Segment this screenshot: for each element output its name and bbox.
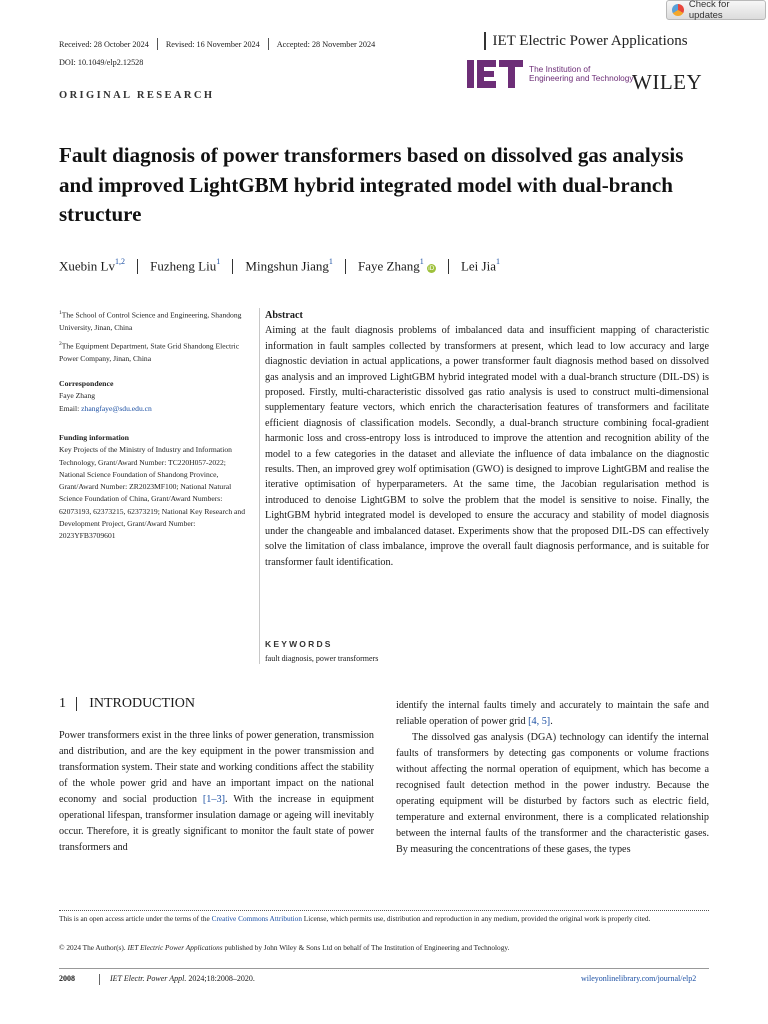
correspondence-name: Faye Zhang [59,391,96,401]
email-link[interactable]: zhangfaye@sdu.edu.cn [81,403,152,413]
abstract-text: Aiming at the fault diagnosis problems of imbalanced data and insufficient mapping of characteristic information in fault samples collected by transformers at present, which lead to low accuracy and large diagnostic deviation in actual applications, a power transformer fault diagnosis method based on dissolved gas analysis and an improved LightGBM hybrid integrated model with a dual-branch structure (DIL-DS) is proposed. Firstly, multi-characteristic dissolved gas ratio analysis is used to construct multi-dimensional supplementary feature vectors, which enrich the characterisation features of transformers and facilitate efficient diagnosis of classification models. Secondly, a dual-branch structure combining focal-gradient harmonic loss and cross-entropy loss is introduced to improve the attention and recognition ability of the model to a few categories in the dataset and alleviate the influence of data imbalance on the diagnostic results. Then, an improved grey wolf optimisation (GWO) is designed to improve LightGBM and realise the iterative optimisation of hyperparameters. At the same time, the Jacobian regularisation method is introduced to denoise LightGBM to solve the problem that the model is sensitive to noise. Finally, the LightGBM hybrid integrated model is developed to ensure the accuracy and stability of model diagnosis under the changeable and imbalanced dataset. Experiments show that the proposed DIL-DS can effectively solve the limitation of class imbalance, improve the overall fault diagnosis performance, and is suitable for transformer fault identification. [265,325,709,568]
license-note: This is an open access article under the terms of the Creative Commons Attribution License, which permits use, distribution and reproduction in any medium, provided the original work is properly cited. [59,914,651,923]
correspondence-heading: Correspondence [59,379,114,388]
citation-link[interactable]: [4, 5] [528,716,551,727]
body-column-right [396,698,709,858]
article-type: ORIGINAL RESEARCH [59,90,215,101]
keywords-text: fault diagnosis, power transformers [265,654,379,663]
column-divider [259,308,260,664]
divider [345,259,346,274]
divider [268,38,269,50]
paragraph: Power transformers exist in the three links of power generation, transmission and distribution, and are the key equipment in the power transmission and transformation system. Their state and working conditions affect the stability of the whole power grid and have an important impact on the national economy and social production [1–3]. With the increase in equipment operational lifespan, transformer insulation damage or ageing will inevitably occur. Therefore, it is greatly significant to monitor the fault state of power transformers and [59,730,374,853]
history-dates [59,38,375,50]
divider [76,697,77,711]
footnote-rule [59,910,709,911]
abstract-heading: Abstract [265,310,303,321]
license-link[interactable]: Creative Commons Attribution [211,914,302,923]
divider [448,259,449,274]
accepted-date: Accepted: 28 November 2024 [276,39,376,49]
check-for-updates-button[interactable] [666,0,766,20]
affiliation-1: $^1$The School of Control Science and Engineering, Shandong University, Jinan, China [59,310,242,332]
orcid-icon[interactable]: iD [428,265,435,273]
footer-rule [59,968,709,969]
divider [137,259,138,274]
section-title: INTRODUCTION [89,696,195,711]
doi[interactable]: DOI: 10.1049/elp2.12528 [59,58,144,67]
author[interactable]: Xuebin Lv$^{1,2}$ [59,257,125,274]
author[interactable]: Lei Jia$^1$ [460,257,500,274]
paragraph: identify the internal faults timely and accurately to maintain the safe and reliable operation of power grid [4, 5]. [396,700,709,727]
paragraph: The dissolved gas analysis (DGA) technology can identify the internal faults of transformers by detecting gas components or volume fractions without affecting the normal operation of equipment, which has become a recognised fault detection method in the power industry. Because the operating equipment will be disturbed by factors such as electric field, temperature and external environment, there is a complicated relationship between the internal faults of the transformer and the characteristic gases. By measuring the concentrations of these gases, the types [396,732,709,855]
section-heading [59,696,195,712]
received-date: Received: 28 October 2024 [59,39,149,49]
divider [99,974,100,985]
citation-link[interactable]: [1–3] [202,794,225,805]
divider [232,259,233,274]
affiliations [59,307,249,365]
check-for-updates-label: Check for updates [688,0,730,21]
divider [157,38,158,50]
funding-heading: Funding information [59,433,129,442]
citation-line: IET Electr. Power Appl. 2024;18:2008–2020. [110,974,255,983]
revised-date: Revised: 16 November 2024 [165,39,260,49]
journal-url[interactable]: wileyonlinelibrary.com/journal/elp2 [581,974,697,983]
body-column-left [59,728,374,856]
correspondence-email: Email: zhangfaye@sdu.edu.cn [59,403,152,413]
iet-logo [467,60,634,88]
iet-name-line1: The Institution of [529,63,591,74]
divider [484,32,486,50]
keywords-heading: KEYWORDS [265,639,333,649]
iet-name [529,65,634,84]
funding-text: Key Projects of the Ministry of Industry and Information Technology, Grant/Award Number: TC220H057-2022; National Science Foundation of Shandong Province, Grant/Award Number: ZR2023MF100; National Natural Science Foundation of China, Grant/Award Numbers: 62073193, 62373215, 62373219; National Key Research and Development Project, Grant/Award Number: 2023YFB3709601 [59,445,246,541]
author[interactable]: Fuzheng Liu$^1$ [150,257,221,274]
author-list [59,258,500,274]
correspondence [59,378,249,415]
iet-name-line2: Engineering and Technology [529,73,634,83]
affiliation-2: $^2$The Equipment Department, State Grid Shandong Electric Power Company, Jinan, China [59,341,240,363]
journal-title [484,32,688,50]
author[interactable]: Faye Zhang$^1$iD [358,257,435,274]
wiley-logo: WILEY [632,70,703,94]
iet-letters-icon [467,60,523,88]
page-number: 2008 [59,974,75,983]
section-number: 1 [59,696,66,711]
article-title: Fault diagnosis of power transformers based on dissolved gas analysis and improved LightGBM hybrid integrated model with dual-branch structure [59,143,684,226]
crossmark-icon [672,4,684,16]
funding-info [59,432,249,543]
journal-name: IET Electric Power Applications [492,32,688,49]
copyright-note: © 2024 The Author(s). IET Electric Power Applications published by John Wiley & Sons Ltd on behalf of The Institution of Engineering and Technology. [59,943,510,952]
abstract [265,308,709,570]
author[interactable]: Mingshun Jiang$^1$ [245,257,333,274]
